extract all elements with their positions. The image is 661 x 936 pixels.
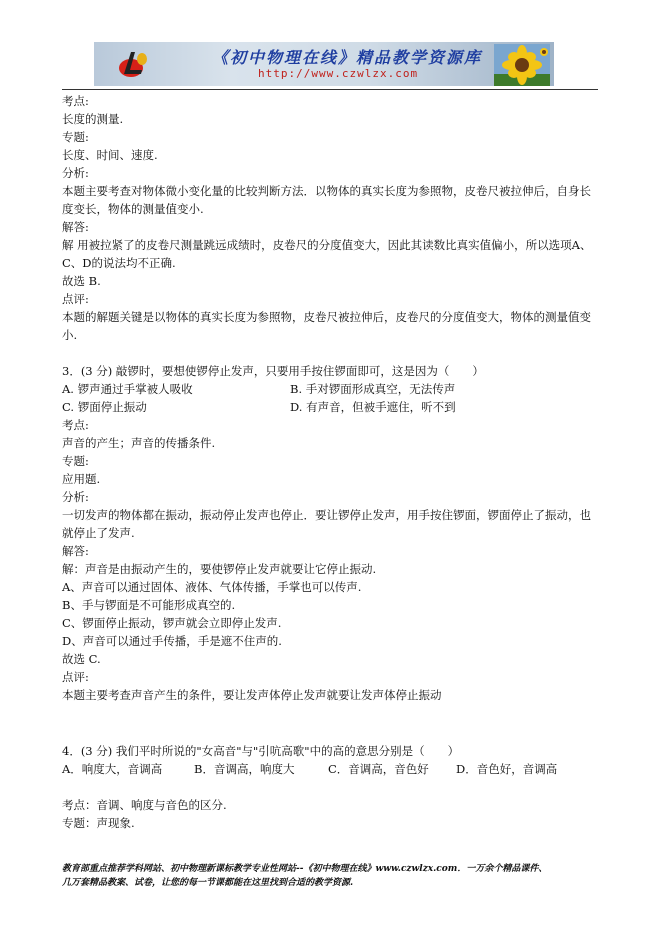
q3-options-row-2: [62, 398, 598, 416]
q3-option-b: B. 手对锣面形成真空，无法传声: [290, 382, 456, 396]
q2-fenxi-label: 分析:: [62, 166, 89, 180]
q4-stem: 4．(3 分) 我们平时所说的"女高音"与"引吭高歌"中的高的意思分别是（ ）: [62, 744, 460, 758]
q2-dianping: 本题的解题关键是以物体的真实长度为参照物，皮卷尺被拉伸后，皮卷尺的分度值变大，物体的测量值变小.: [62, 310, 591, 342]
q2-jieda: 解 用被拉紧了的皮卷尺测量跳远成绩时，皮卷尺的分度值变大，因此其读数比真实值偏小，所以选项A、C、D的说法均不正确.: [62, 238, 592, 270]
q2-fenxi: 本题主要考查对物体微小变化量的比较判断方法．以物体的真实长度为参照物，皮卷尺被拉伸后，自身长度变长，物体的测量值变小.: [62, 184, 591, 216]
q3-jieda-label: 解答:: [62, 544, 89, 558]
q3-option-c: C. 锣面停止振动: [62, 400, 147, 414]
q3-kaodian-label: 考点:: [62, 418, 89, 432]
document-body: [62, 92, 598, 832]
q3-jieda-line-3: B、手与锣面是不可能形成真空的.: [62, 598, 236, 612]
q3-kaodian: 声音的产生；声音的传播条件.: [62, 436, 216, 450]
q4-option-d: D．音色好，音调高: [456, 762, 558, 776]
site-logo-icon: [118, 48, 150, 80]
q3-zhuanti: 应用题.: [62, 472, 101, 486]
header-rule: [62, 89, 598, 90]
q3-zhuanti-label: 专题:: [62, 454, 89, 468]
banner-url[interactable]: http://www.czwlzx.com: [258, 67, 419, 80]
q3-jieda-line-1: 解：声音是由振动产生的，要使锣停止发声就要让它停止振动.: [62, 562, 377, 576]
q4-option-c: C．音调高，音色好: [328, 762, 429, 776]
footer-line-2: 几万套精品教案、试卷，让您的每一节课都能在这里找到合适的教学资源.: [62, 878, 354, 888]
q3-dianping-label: 点评:: [62, 670, 89, 684]
q3-dianping: 本题主要考查声音产生的条件，要让发声体停止发声就要让发声体停止振动: [62, 688, 442, 702]
q4-option-a: A．响度大，音调高: [62, 762, 163, 776]
q2-zhuanti: 长度、时间、速度.: [62, 148, 158, 162]
q3-options-row-1: [62, 380, 598, 398]
q4-kaodian: 考点：音调、响度与音色的区分.: [62, 798, 227, 812]
q3-guxuan: 故选 C.: [62, 652, 101, 666]
q3-jieda-line-5: D、声音可以通过手传播，手是遮不住声的.: [62, 634, 282, 648]
q3-fenxi-label: 分析:: [62, 490, 89, 504]
banner-title: 《初中物理在线》精品教学资源库: [212, 48, 483, 67]
q2-guxuan: 故选 B.: [62, 274, 101, 288]
q4-zhuanti: 专题：声现象.: [62, 816, 135, 830]
q3-jieda-line-2: A、声音可以通过固体、液体、气体传播，手掌也可以传声.: [62, 580, 362, 594]
header-banner: [94, 42, 554, 86]
q3-jieda-line-4: C、锣面停止振动，锣声就会立即停止发声.: [62, 616, 282, 630]
q3-fenxi: 一切发声的物体都在振动，振动停止发声也停止．要让锣停止发声，用手按住锣面，锣面停止了振动，也就停止了发声.: [62, 508, 591, 540]
q2-jieda-label: 解答:: [62, 220, 89, 234]
q4-options-row: [62, 760, 598, 778]
q3-stem: 3．(3 分) 敲锣时，要想使锣停止发声，只要用手按住锣面即可，这是因为（ ）: [62, 364, 484, 378]
footer-line-1: 教育部重点推荐学科网站、初中物理新课标教学专业性网站--《初中物理在线》www.czwlzx.com．一万余个精品课件、: [62, 864, 548, 874]
sunflower-icon: [494, 44, 550, 86]
page-footer: [62, 862, 602, 890]
q4-option-b: B．音调高，响度大: [194, 762, 295, 776]
q3-option-d: D. 有声音，但被手遮住，听不到: [290, 400, 456, 414]
q2-kaodian: 长度的测量.: [62, 112, 124, 126]
q2-kaodian-label: 考点:: [62, 94, 89, 108]
q2-dianping-label: 点评:: [62, 292, 89, 306]
q2-zhuanti-label: 专题:: [62, 130, 89, 144]
q3-option-a: A. 锣声通过手掌被人吸收: [62, 382, 193, 396]
